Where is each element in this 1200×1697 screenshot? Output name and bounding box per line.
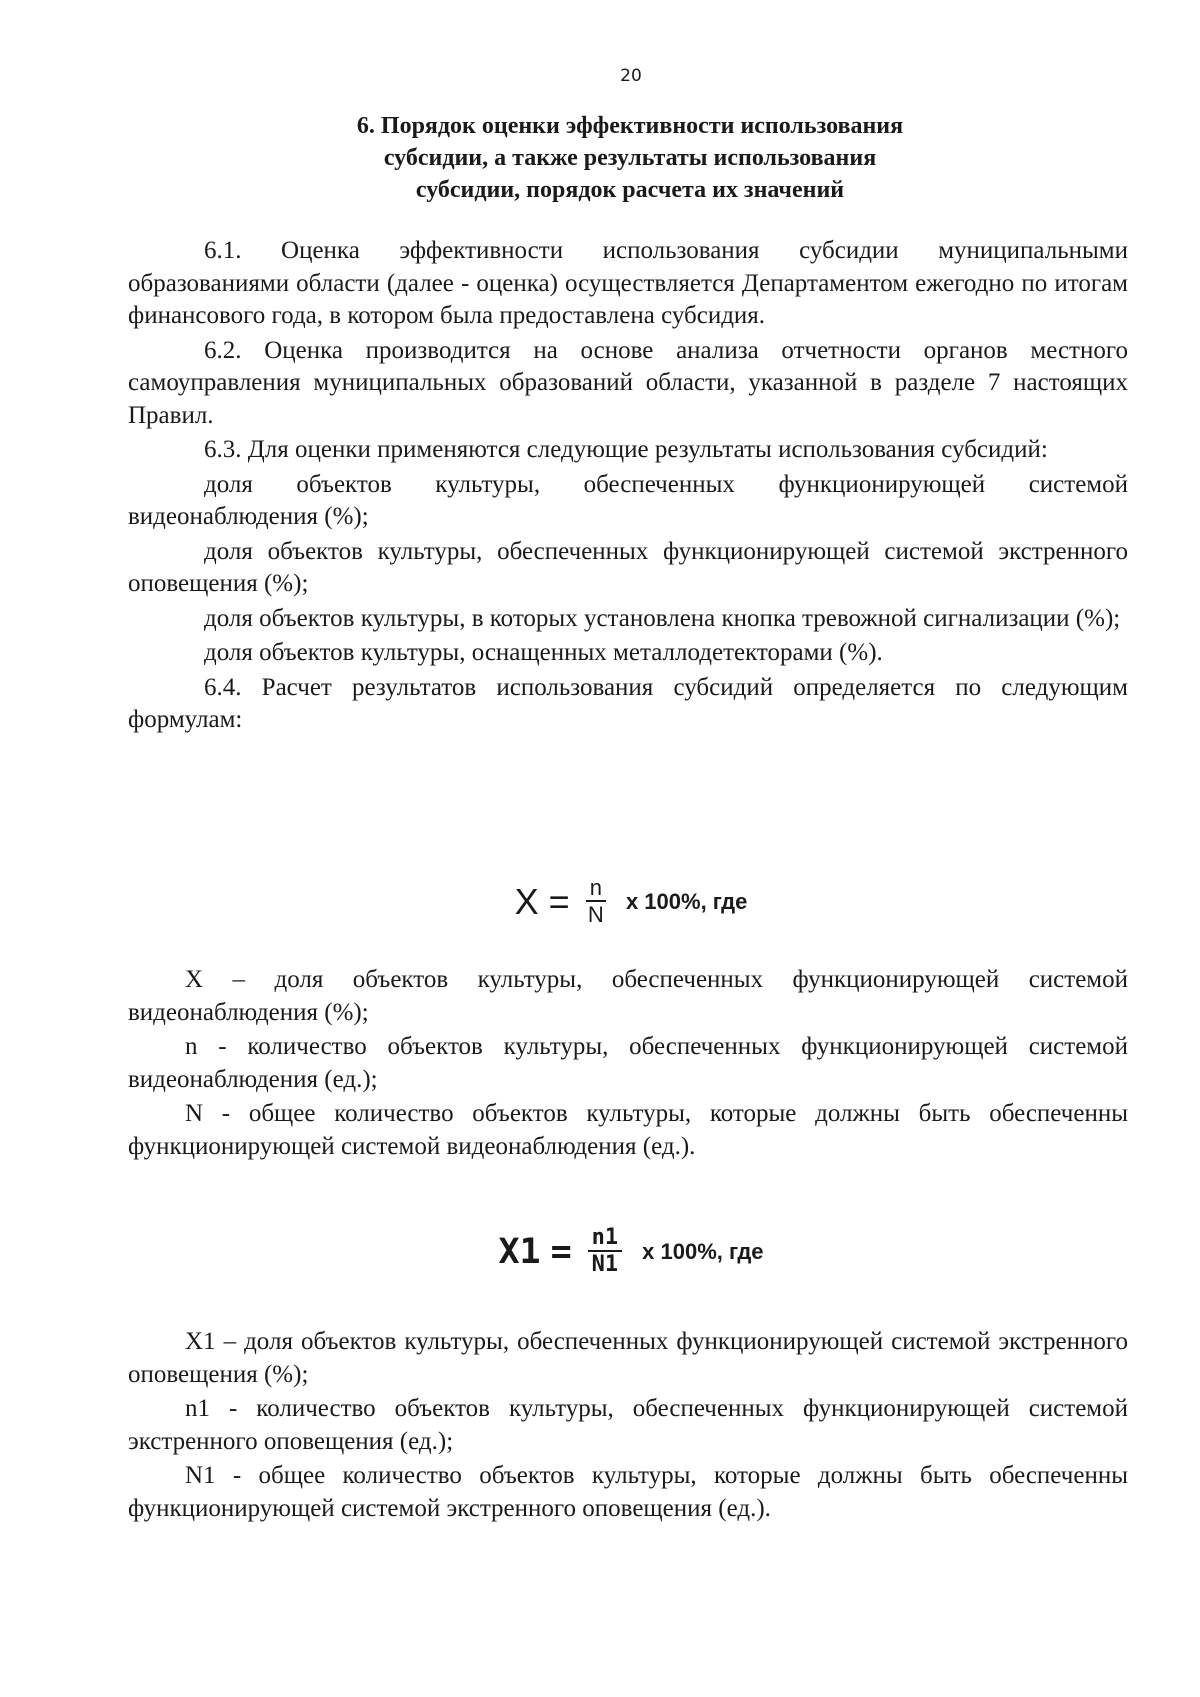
result-item: доля объектов культуры, обеспеченных функционирующей системой экстренного оповещения (%); xyxy=(128,537,1128,597)
section-title-line: субсидии, а также результаты использования xyxy=(383,145,877,171)
section-title-line: субсидии, порядок расчета их значений xyxy=(415,177,845,203)
result-item: доля объектов культуры, обеспеченных функционирующей системой видеонаблюдения (%); xyxy=(128,470,1128,530)
definition-item: n - количество объектов культуры, обеспеченных функционирующей системой видеонаблюдения (ед.); xyxy=(128,1033,1128,1093)
paragraph-6-3: 6.3. Для оценки применяются следующие результаты использования субсидий: xyxy=(204,436,1048,463)
formula-equals: = xyxy=(550,1232,572,1272)
definition-item: N1 - общее количество объектов культуры, которые должны быть обеспеченны функционирующей системой экстренного оповещения (ед.). xyxy=(128,1462,1128,1522)
formula-tail: x 100%, где xyxy=(642,1239,764,1264)
definitions-x xyxy=(128,964,1128,1165)
result-item: доля объектов культуры, в которых установлена кнопка тревожной сигнализации (%); xyxy=(204,604,1121,632)
paragraph-6-4: 6.4. Расчет результатов использования субсидий определяется по следующим формулам: xyxy=(128,673,1128,733)
section-body xyxy=(128,235,1128,737)
formula-lhs: X1 xyxy=(498,1232,541,1272)
formula-x xyxy=(0,876,1200,928)
section-title xyxy=(290,110,970,206)
formula-numerator: n1 xyxy=(588,1226,623,1252)
paragraph-6-1: 6.1. Оценка эффективности использования субсидии муниципальными образованиями области (далее - оценка) осуществляется Департаментом ежегодно по итогам финансового года, в котором была предоставлена субсидия. xyxy=(128,237,1128,329)
formula-x1 xyxy=(0,1226,1200,1278)
definition-item: N - общее количество объектов культуры, которые должны быть обеспеченны функционирующей системой видеонаблюдения (ед.). xyxy=(128,1100,1128,1160)
formula-denominator: N xyxy=(587,902,604,927)
definition-item: X1 – доля объектов культуры, обеспеченных функционирующей системой экстренного оповещения (%); xyxy=(128,1328,1128,1388)
result-item: доля объектов культуры, оснащенных металлодетекторами (%). xyxy=(204,639,883,666)
definition-item: n1 - количество объектов культуры, обеспеченных функционирующей системой экстренного оповещения (ед.); xyxy=(128,1395,1128,1455)
formula-fraction xyxy=(586,876,606,928)
definition-item: X – доля объектов культуры, обеспеченных функционирующей системой видеонаблюдения (%); xyxy=(128,966,1128,1026)
section-title-line: 6. Порядок оценки эффективности использования xyxy=(356,113,904,139)
formula-numerator: n xyxy=(586,876,606,902)
formula-lhs: X xyxy=(514,881,539,922)
page-number: 20 xyxy=(620,66,642,86)
definitions-x1 xyxy=(128,1326,1128,1527)
formula-tail: x 100%, где xyxy=(625,889,748,914)
formula-fraction xyxy=(588,1226,623,1278)
formula-denominator: N1 xyxy=(591,1252,619,1277)
formula-equals: = xyxy=(548,881,570,922)
paragraph-6-2: 6.2. Оценка производится на основе анализа отчетности органов местного самоуправления муниципальных образований области, указанной в разделе 7 настоящих Правил. xyxy=(128,336,1128,429)
